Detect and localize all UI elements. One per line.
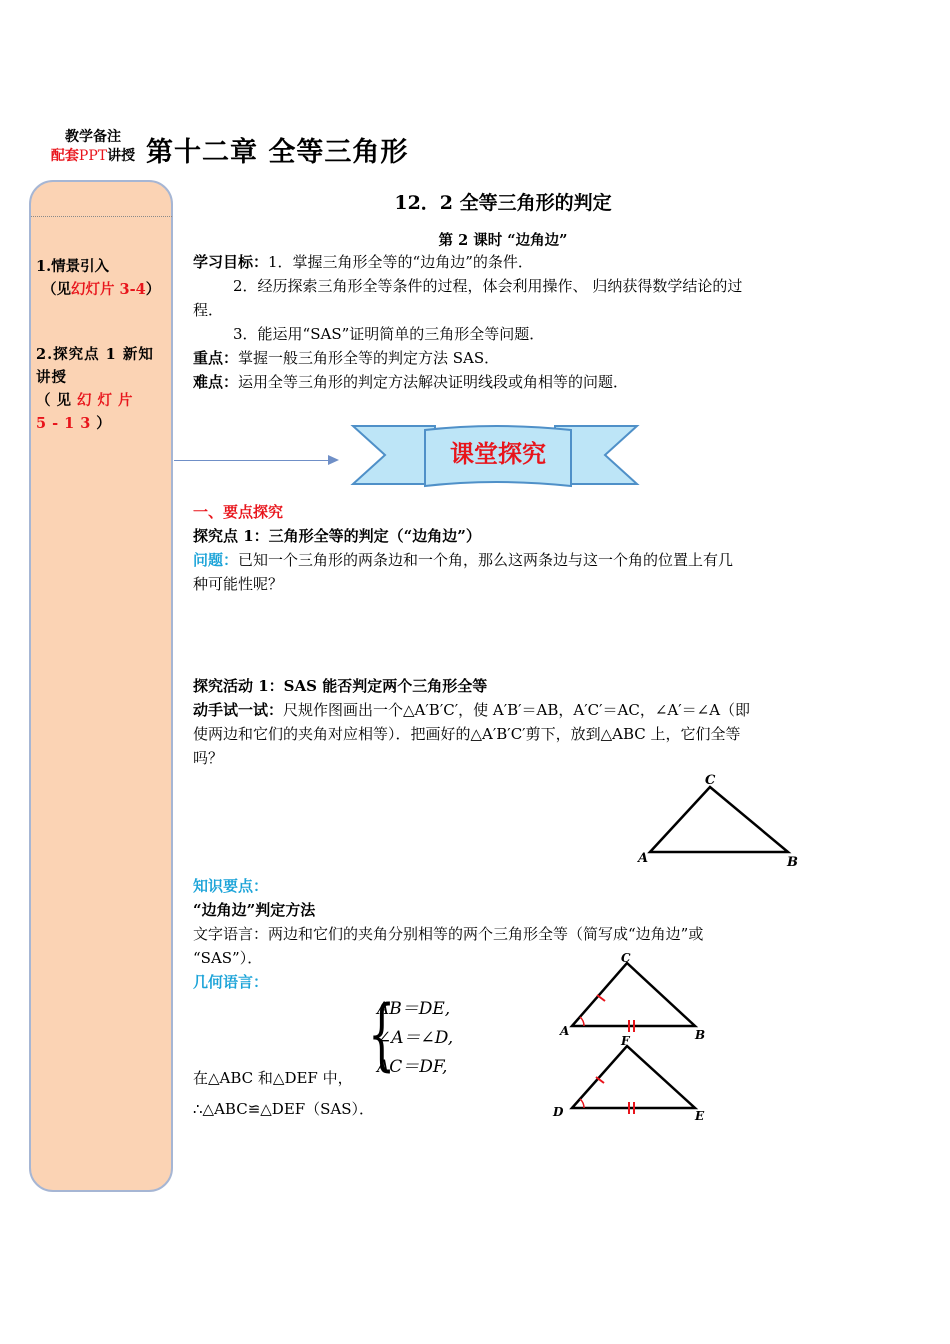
learning-goals [193, 250, 813, 394]
triangle-abc-figure [630, 770, 810, 870]
notes-sidebar [29, 180, 173, 1192]
difficult-point: 难点：运用全等三角形的判定方法解决证明线段或角相等的问题． [193, 373, 629, 391]
sidebar-item-intro-title: 1.情景引入 [36, 258, 110, 275]
in-triangles-text: 在△ABC 和△DEF 中， [193, 1069, 353, 1087]
goal-1: 学习目标：1．掌握三角形全等的“边角边”的条件． [193, 253, 533, 271]
sidebar-item-explore-ref: （见幻灯片 5-13） [36, 392, 139, 432]
connector-arrow-icon [328, 455, 339, 465]
sidebar-item-explore[interactable] [36, 343, 168, 435]
slide-link[interactable]: 幻灯片 5-13 [36, 392, 139, 432]
classroom-explore-banner [345, 418, 645, 496]
brace-icon: { [368, 990, 396, 1080]
try-it: 动手试一试：尺规作图画出一个△A′B′C′，使 A′B′＝AB，A′C′＝AC，∠A′＝∠A（即 [193, 701, 751, 719]
goal-3: 3．能运用“SAS”证明简单的三角形全等问题． [233, 325, 545, 343]
svg-text:A: A [560, 1024, 570, 1038]
activity-section [193, 674, 813, 770]
svg-text:C: C [621, 951, 631, 965]
try-it-cont-2: 吗？ [193, 749, 224, 767]
svg-text:B: B [695, 1028, 706, 1042]
key-point: 重点：掌握一般三角形全等的判定方法 SAS． [193, 349, 500, 367]
svg-text:A: A [638, 851, 649, 866]
explore-point-1: 探究点 1：三角形全等的判定（“边角边”） [193, 527, 481, 545]
svg-text:E: E [695, 1109, 705, 1123]
notes-header [38, 128, 148, 166]
condition-2: ∠A＝∠D, [377, 1028, 454, 1048]
explore-section [193, 500, 813, 596]
congruent-triangles-figure [545, 948, 720, 1128]
activity-title: 探究活动 1：SAS 能否判定两个三角形全等 [193, 677, 488, 695]
sidebar-item-intro[interactable] [36, 255, 168, 301]
slide-link[interactable]: 幻灯片 3-4 [71, 281, 146, 298]
condition-1: AB＝DE, [377, 999, 451, 1019]
question-cont: 种可能性呢？ [193, 575, 284, 593]
goal-2-cont: 程． [193, 301, 224, 319]
section-title: 12．2 全等三角形的判定 [394, 192, 612, 214]
knowledge-label: 知识要点： [193, 877, 269, 895]
explore-heading: 一、要点探究 [193, 503, 284, 521]
ppt-label: 配套PPT讲授 [50, 148, 136, 164]
text-language: 文字语言：两边和它们的夹角分别相等的两个三角形全等（简写成“边角边”或 [193, 925, 704, 943]
banner-text: 课堂探究 [450, 439, 546, 468]
goal-2: 2．经历探索三角形全等条件的过程，体会利用操作、 归纳获得数学结论的过 [233, 277, 743, 295]
sidebar-divider [31, 216, 172, 217]
conclusion-text: ∴△ABC≌△DEF（SAS）． [193, 1100, 375, 1118]
svg-text:F: F [621, 1034, 630, 1048]
notes-label: 教学备注 [65, 129, 121, 145]
geometry-label: 几何语言： [193, 973, 269, 991]
question: 问题：已知一个三角形的两条边和一个角，那么这两条边与这一个角的位置上有几 [193, 551, 734, 569]
chapter-title: 第十二章 全等三角形 [146, 137, 409, 168]
condition-3: AC＝DF, [377, 1057, 448, 1077]
knowledge-section [193, 874, 813, 994]
sidebar-item-explore-title: 2.探究点 1 新知讲授 [36, 346, 154, 386]
lesson-subtitle: 第 2 课时 “边角边” [438, 232, 568, 249]
conditions-block [368, 990, 454, 1082]
sidebar-item-intro-ref: （见幻灯片 3-4） [42, 281, 161, 298]
try-it-cont: 使两边和它们的夹角对应相等）．把画好的△A′B′C′剪下，放到△ABC 上，它们全等 [193, 725, 741, 743]
method-title: “边角边”判定方法 [193, 901, 316, 919]
svg-text:B: B [787, 855, 798, 870]
svg-text:C: C [705, 773, 716, 788]
connector-line [174, 460, 334, 461]
svg-text:D: D [553, 1105, 564, 1119]
text-language-cont: “SAS”）． [193, 949, 263, 967]
